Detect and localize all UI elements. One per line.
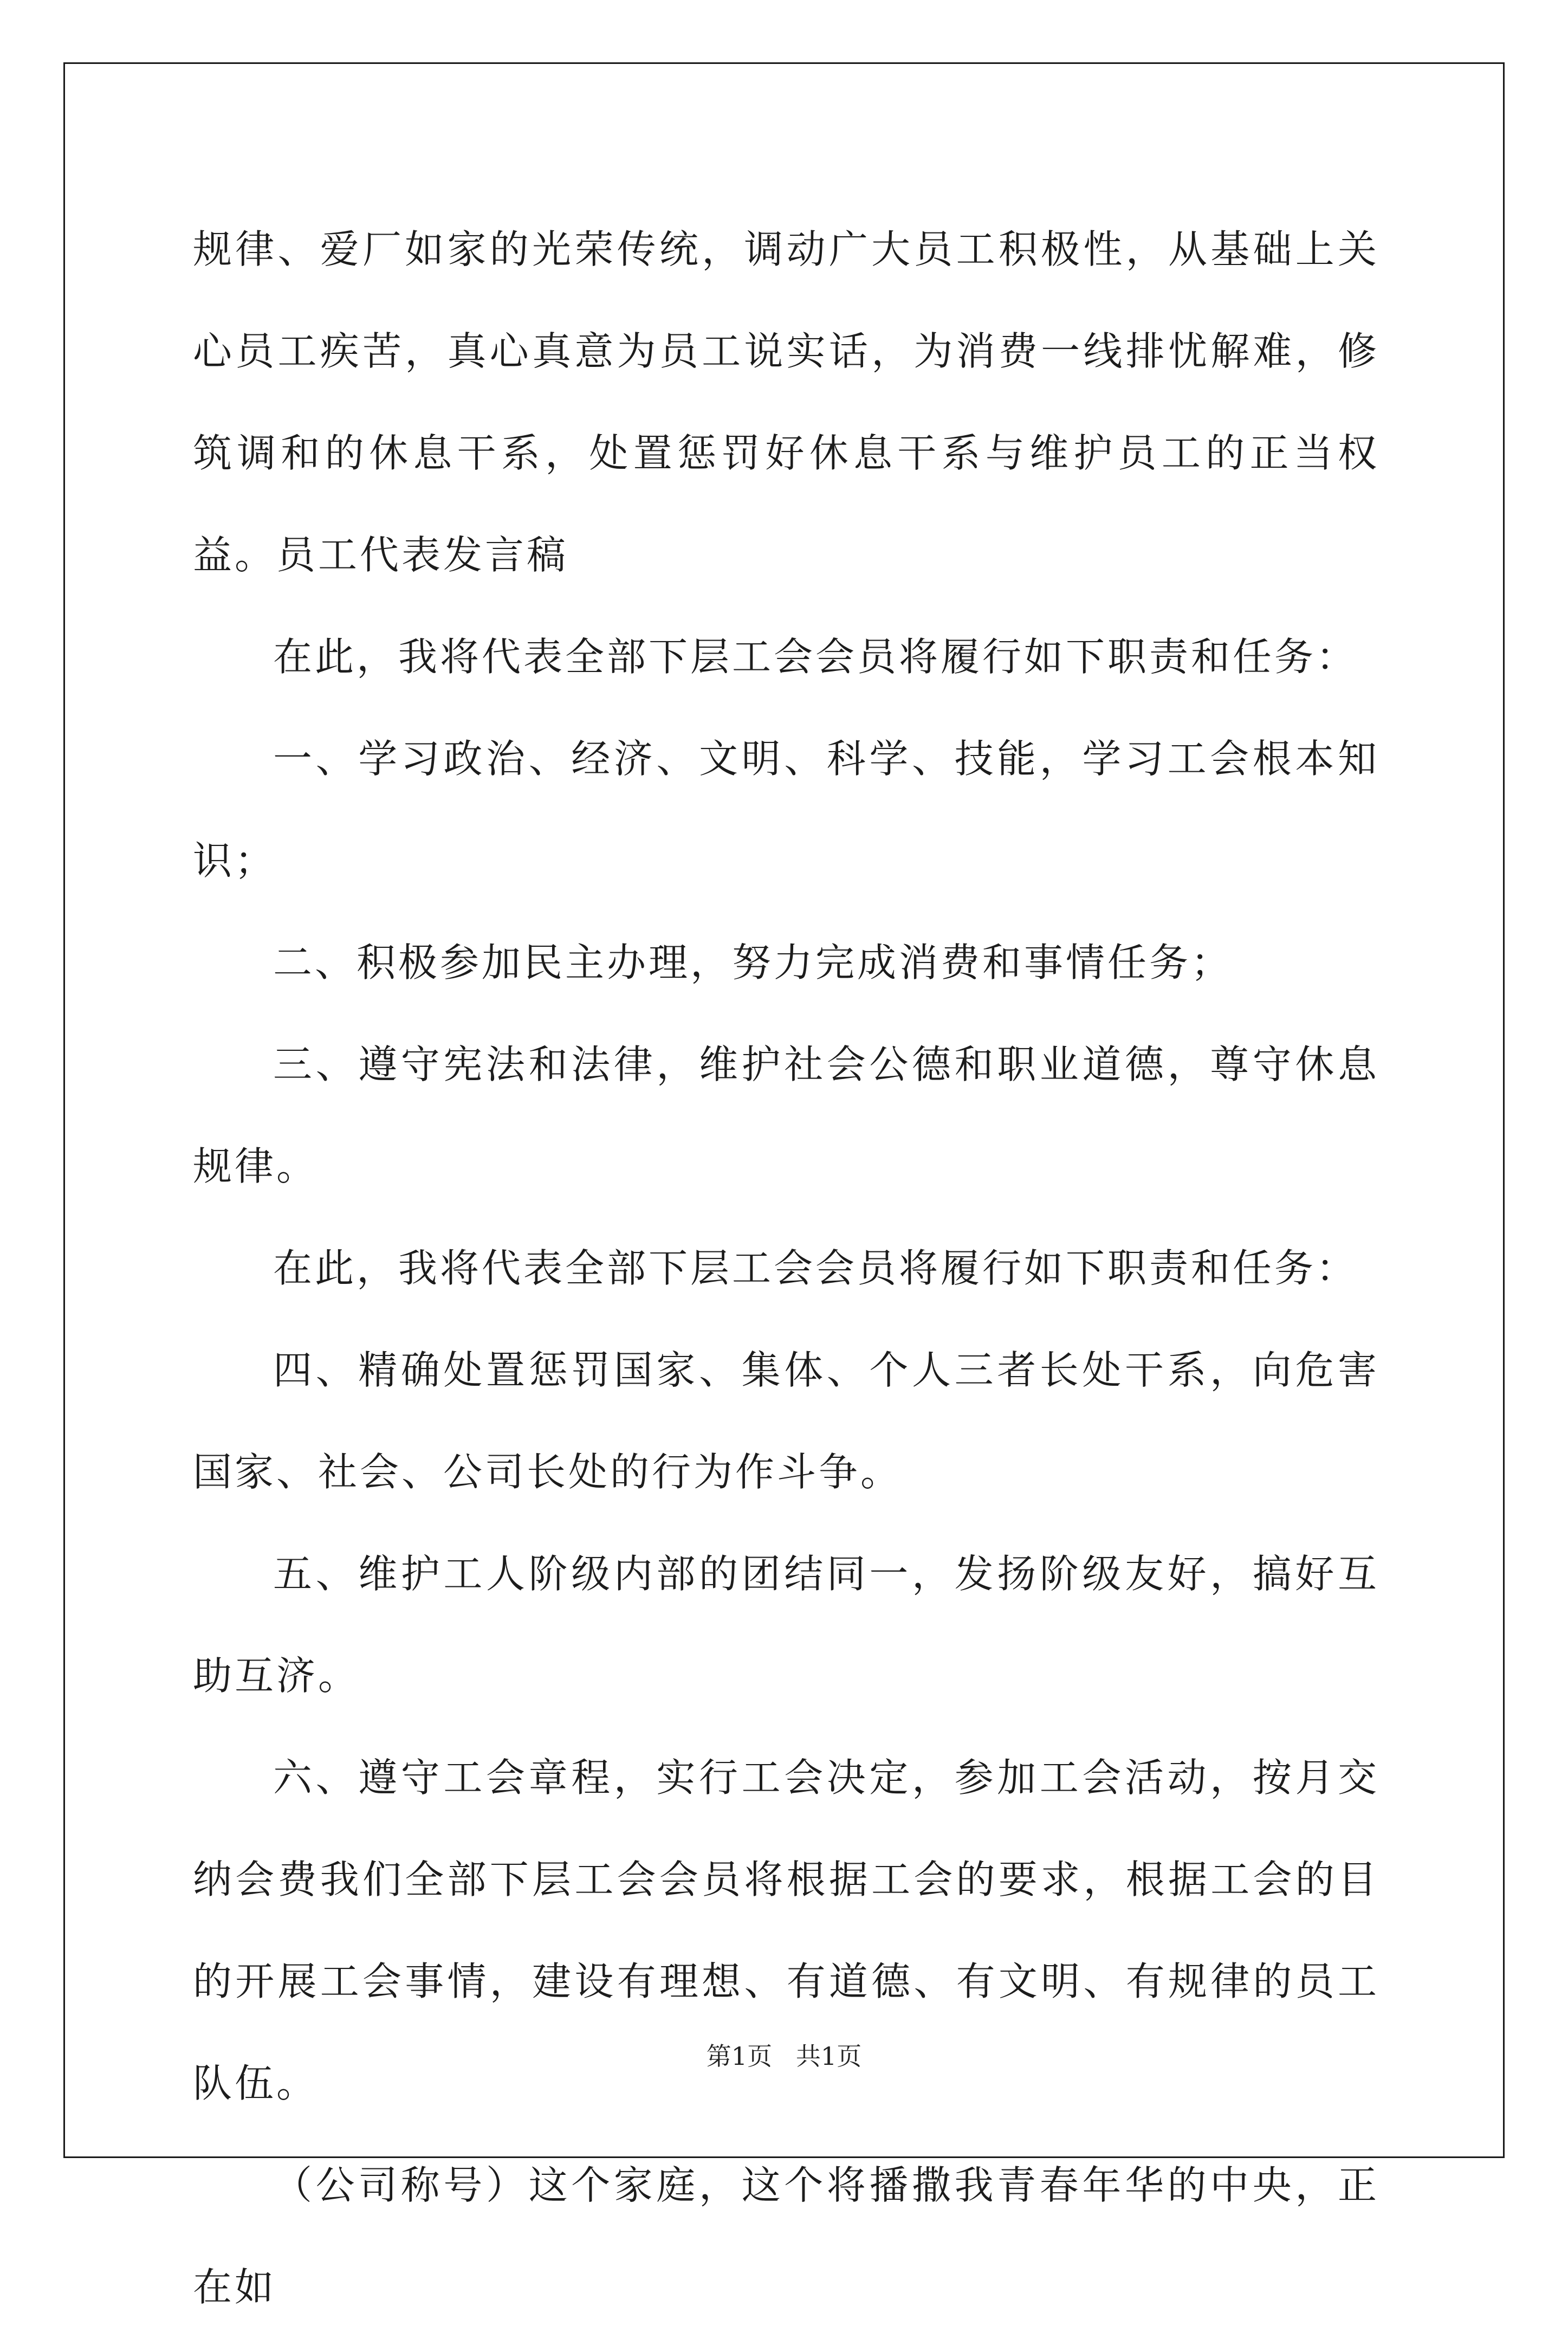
paragraph: 一、学习政治、经济、文明、科学、技能，学习工会根本知识； — [193, 736, 1379, 883]
page-footer: 第1页 共1页 — [706, 2042, 862, 2071]
paragraph: 三、遵守宪法和法律，维护社会公德和职业道德，尊守休息规律。 — [193, 1042, 1379, 1189]
paragraph: 二、积极参加民主办理，努力完成消费和事情任务； — [273, 940, 1233, 985]
paragraph: 在此，我将代表全部下层工会会员将履行如下职责和任务： — [273, 634, 1358, 680]
paragraph: 四、精确处置惩罚国家、集体、个人三者长处干系，向危害国家、社会、公司长处的行为作斗争。 — [193, 1347, 1379, 1495]
paragraph: 在此，我将代表全部下层工会会员将履行如下职责和任务： — [273, 1245, 1358, 1291]
paragraph: （公司称号）这个家庭，这个将播撒我青春年华的中央，正在如 — [193, 2162, 1379, 2310]
paragraph: 五、维护工人阶级内部的团结同一，发扬阶级友好，搞好互助互济。 — [193, 1551, 1379, 1698]
paragraph: 六、遵守工会章程，实行工会决定，参加工会活动，按月交纳会费我们全部下层工会会员将根据工会的要求，根据工会的目的开展工会事情，建设有理想、有道德、有文明、有规律的员工队伍。 — [193, 1755, 1379, 2106]
document-body — [193, 198, 1379, 2338]
paragraph: 规律、爱厂如家的光荣传统，调动广大员工积极性，从基础上关心员工疾苦，真心真意为员工说实话，为消费一线排忧解难，修筑调和的休息干系，处置惩罚好休息干系与维护员工的正当权益。员工代表发言稿 — [193, 227, 1379, 578]
